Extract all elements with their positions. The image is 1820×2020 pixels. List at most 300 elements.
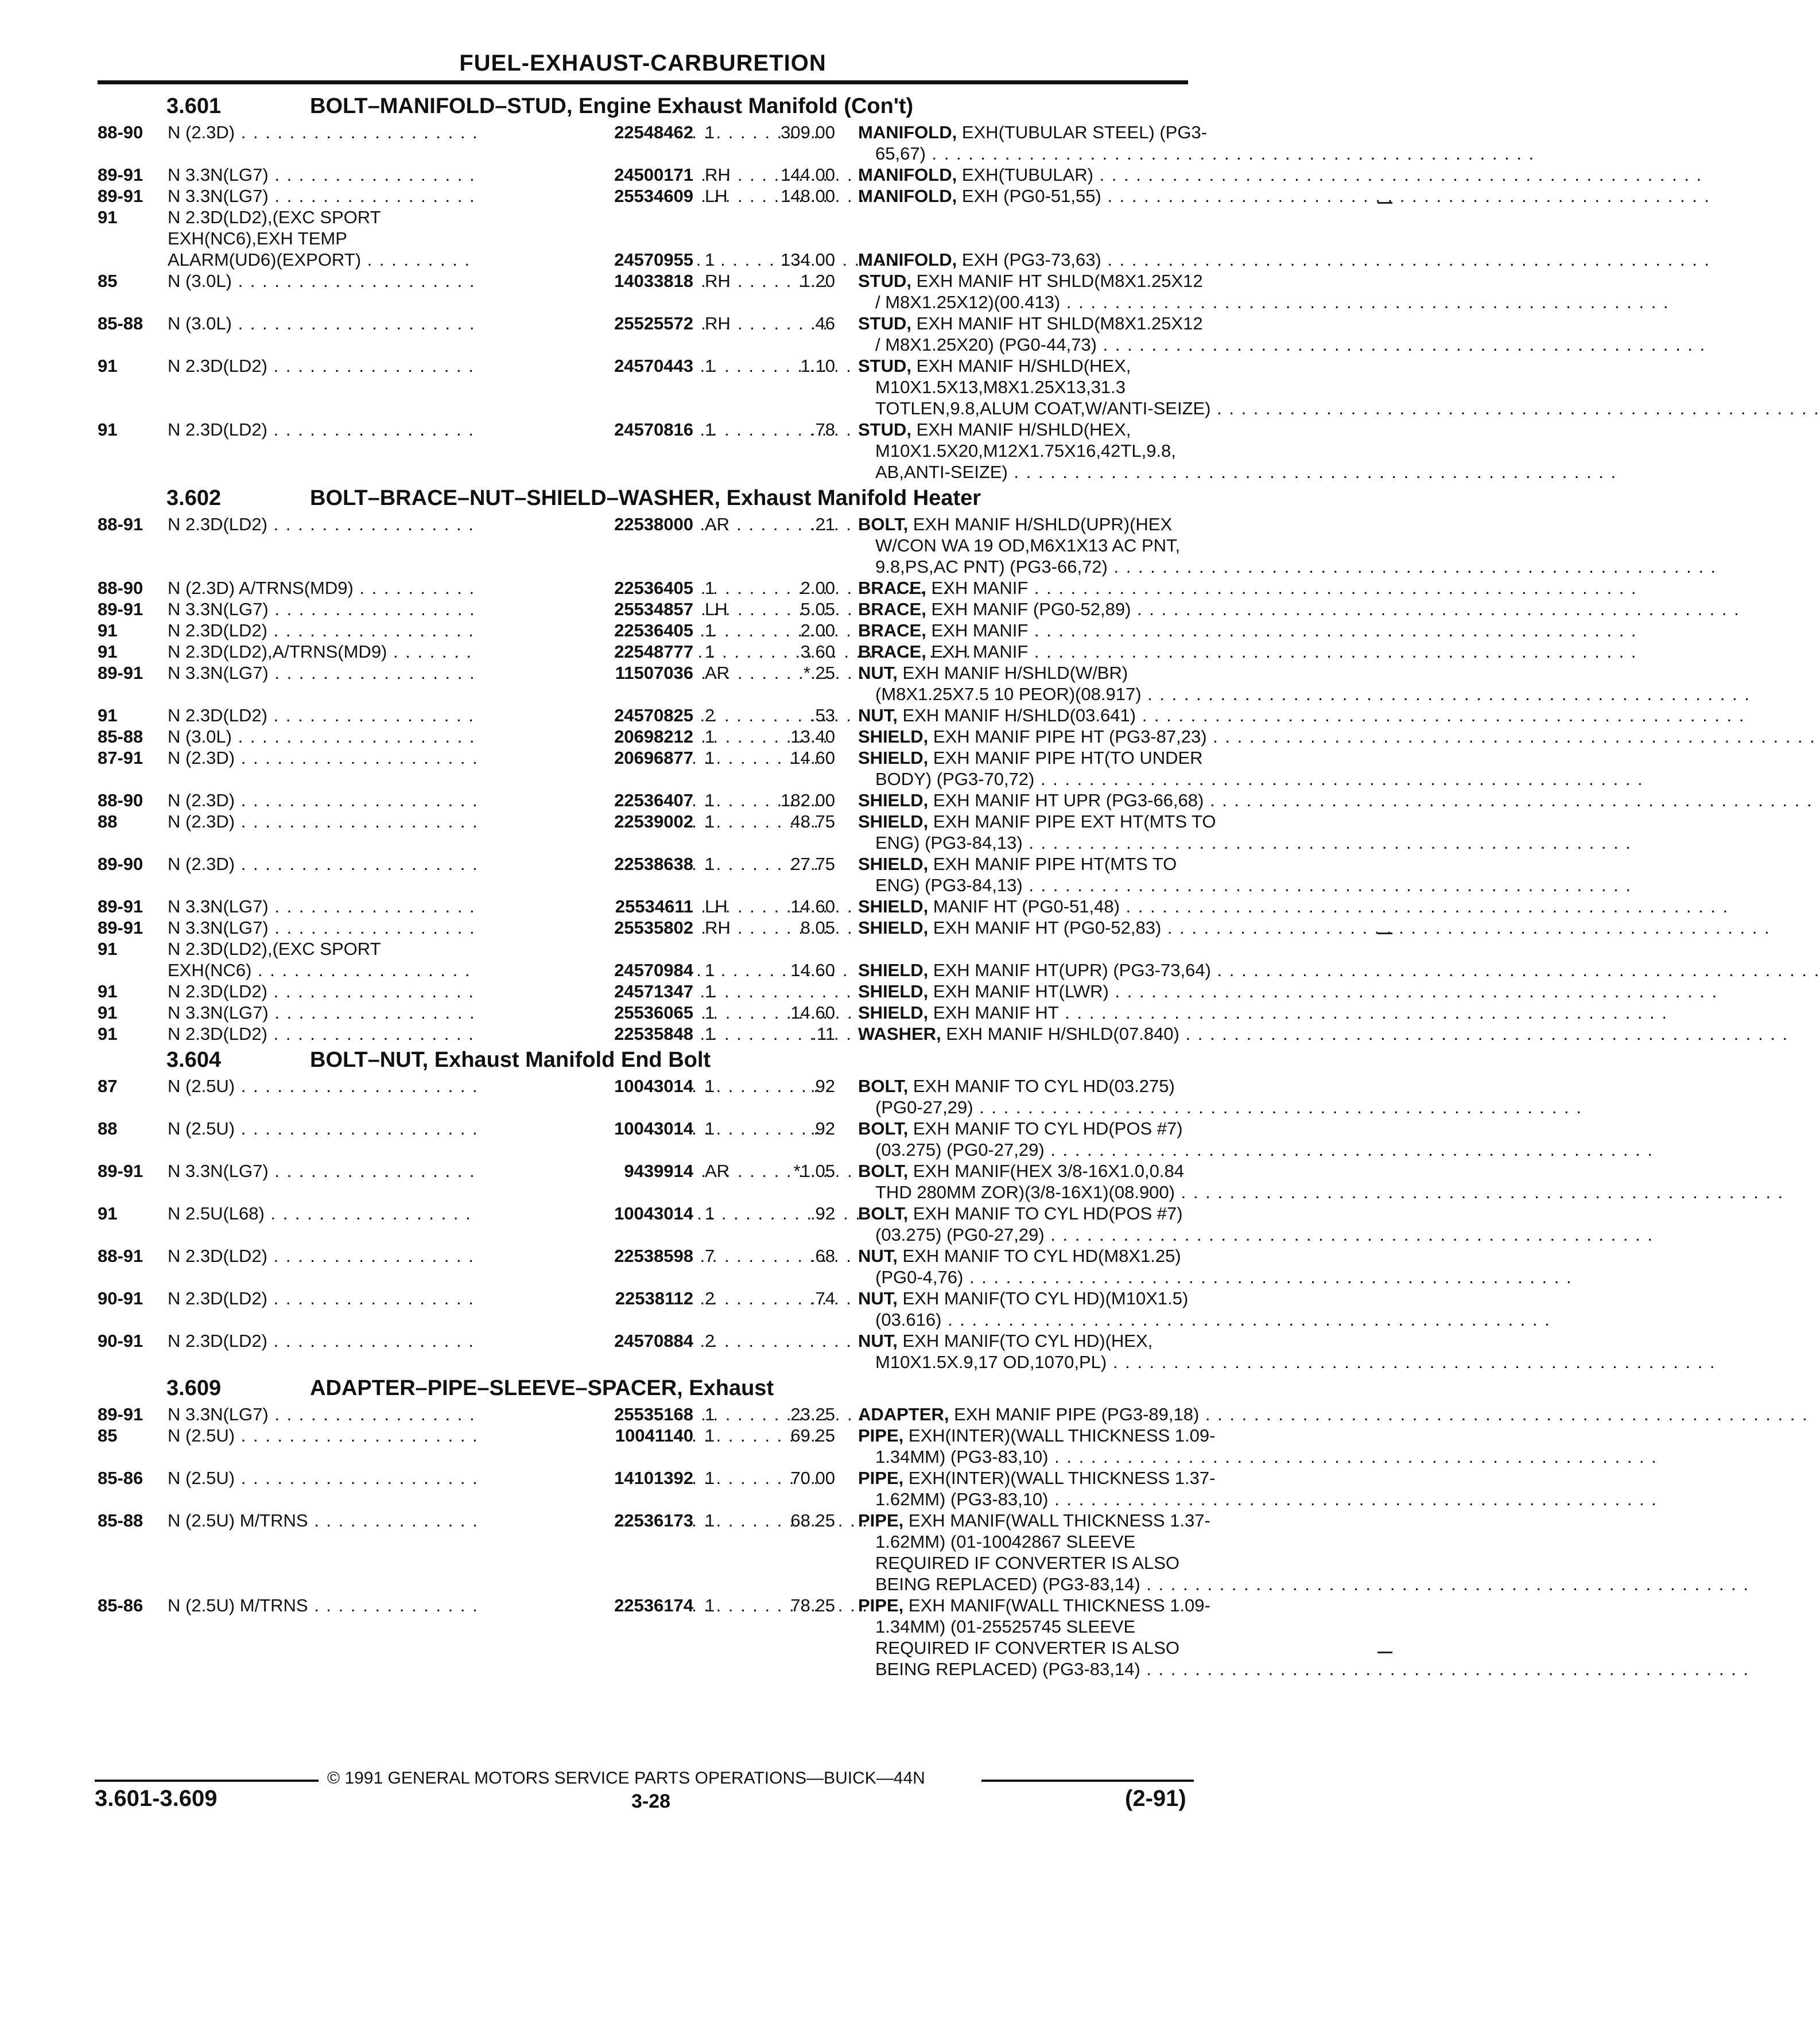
entry-line bbox=[98, 790, 1204, 811]
part-entry bbox=[98, 1288, 1188, 1330]
quantity: 1 bbox=[705, 727, 715, 747]
price: 1.10 bbox=[800, 356, 835, 376]
description bbox=[875, 440, 1179, 461]
description-text: M10X1.5X20,M12X1.75X16,42TL,9.8, bbox=[875, 441, 1176, 461]
part-number: 22538598 bbox=[476, 1245, 693, 1267]
quantity: 1 bbox=[705, 854, 715, 874]
description bbox=[875, 143, 1179, 164]
price: .21 bbox=[810, 514, 835, 534]
price: .92 bbox=[810, 1118, 835, 1139]
description-text: EXH MANIF PIPE HT(TO UNDER bbox=[933, 748, 1203, 768]
application: N (2.5U) M/TRNS . . . bbox=[168, 1595, 581, 1616]
description-text: ENG) (PG3-84,13) bbox=[875, 833, 1023, 853]
part-entry bbox=[98, 1075, 1188, 1118]
model-years: 88-91 bbox=[98, 1246, 143, 1266]
description bbox=[875, 334, 1179, 355]
part-name: BRACE, bbox=[858, 620, 926, 640]
description-text: M10X1.5X.9,17 OD,1070,PL) bbox=[875, 1352, 1107, 1372]
application: N (3.0L) . . . bbox=[168, 726, 581, 747]
part-number: 25534611 bbox=[476, 896, 693, 917]
part-name: NUT, bbox=[858, 1331, 898, 1351]
application: N (2.3D) . . . bbox=[168, 811, 581, 832]
margin-mark bbox=[1377, 933, 1392, 934]
entry-line bbox=[98, 292, 1188, 313]
section-number: 3.601 bbox=[166, 94, 222, 118]
entry-line bbox=[98, 1139, 1188, 1160]
model-years: 88 bbox=[98, 1118, 118, 1139]
quantity: 1 bbox=[705, 1024, 715, 1044]
entry-line bbox=[98, 620, 1188, 641]
quantity: 1 bbox=[705, 1468, 715, 1488]
part-entry bbox=[98, 1425, 1216, 1467]
model-years: 91 bbox=[98, 620, 118, 640]
description bbox=[875, 1267, 1179, 1288]
model-years: 89-91 bbox=[98, 165, 143, 185]
description bbox=[875, 1309, 1179, 1330]
description bbox=[858, 790, 1204, 811]
description bbox=[875, 398, 1211, 419]
price: .92 bbox=[810, 1203, 835, 1223]
price: .11 bbox=[812, 1024, 835, 1044]
section-heading bbox=[98, 483, 1188, 514]
entry-line bbox=[98, 313, 1203, 334]
entry-line bbox=[98, 1574, 1188, 1595]
margin-mark bbox=[1377, 202, 1392, 204]
part-entry bbox=[98, 747, 1203, 790]
quantity: 1 bbox=[705, 811, 715, 832]
model-years: 89-91 bbox=[98, 599, 143, 619]
part-number: 22539002 bbox=[476, 811, 693, 832]
entry-line bbox=[98, 1637, 1188, 1658]
application: N (2.5U) . . . bbox=[168, 1425, 581, 1446]
entry-line bbox=[98, 419, 1188, 440]
entry-line bbox=[98, 461, 1188, 483]
section-range: 3.601-3.609 bbox=[95, 1786, 218, 1811]
entry-line bbox=[98, 1531, 1188, 1552]
part-entry bbox=[98, 313, 1203, 355]
entry-line bbox=[98, 1118, 1188, 1139]
model-years: 89-91 bbox=[98, 186, 143, 206]
entry-line bbox=[98, 1224, 1188, 1245]
part-entry bbox=[98, 355, 1211, 419]
section-number: 3.609 bbox=[166, 1376, 222, 1400]
description-text: MANIF HT (PG0-51,48) bbox=[933, 896, 1120, 916]
description-text: (03.275) (PG0-27,29) bbox=[875, 1225, 1045, 1245]
part-entry bbox=[98, 164, 1188, 185]
part-entry bbox=[98, 599, 1188, 620]
entry-line bbox=[98, 355, 1188, 376]
entry-line bbox=[98, 768, 1188, 790]
part-number: 25535168 bbox=[476, 1404, 693, 1425]
description-text: AB,ANTI-SEIZE) bbox=[875, 462, 1008, 482]
description bbox=[858, 164, 1179, 185]
description-text: EXH MANIF HT(LWR) bbox=[933, 981, 1109, 1001]
model-years: 89-91 bbox=[98, 918, 143, 938]
application: EXH(NC6),EXH TEMP bbox=[168, 228, 347, 248]
description-text: EXH MANIF HT SHLD(M8X1.25X12 bbox=[916, 271, 1203, 291]
application: N (2.3D) . . . bbox=[168, 790, 581, 811]
model-years: 91 bbox=[98, 642, 118, 662]
price: 148.00 bbox=[781, 186, 835, 206]
part-entry bbox=[98, 641, 1188, 662]
entry-line bbox=[98, 599, 1188, 620]
model-years: 85 bbox=[98, 271, 118, 291]
model-years: 90-91 bbox=[98, 1288, 143, 1308]
part-number: 25534609 bbox=[476, 185, 693, 207]
description bbox=[858, 981, 1179, 1002]
entry-line bbox=[98, 811, 1216, 832]
part-name: BOLT, bbox=[858, 514, 909, 534]
entry-line bbox=[98, 1351, 1188, 1373]
part-entry bbox=[98, 1245, 1188, 1288]
part-number: 24570984 bbox=[476, 960, 693, 981]
part-entry bbox=[98, 185, 1188, 207]
description bbox=[858, 1160, 1184, 1182]
entry-line bbox=[98, 514, 1188, 535]
part-entry bbox=[98, 917, 1188, 938]
description bbox=[875, 1351, 1179, 1373]
entry-line bbox=[98, 683, 1188, 705]
model-years: 88-90 bbox=[98, 578, 143, 598]
part-name: STUD, bbox=[858, 419, 911, 440]
entry-line bbox=[98, 832, 1188, 853]
part-entry bbox=[98, 662, 1188, 705]
part-name: BRACE, bbox=[858, 578, 926, 598]
part-number: 22536173 bbox=[476, 1510, 693, 1531]
part-number: 22538000 bbox=[476, 514, 693, 535]
part-name: SHIELD, bbox=[858, 918, 929, 938]
entry-line bbox=[98, 376, 1188, 398]
margin-mark bbox=[1377, 1652, 1392, 1653]
description bbox=[875, 683, 1179, 705]
entry-line bbox=[98, 1288, 1188, 1309]
entry-line bbox=[98, 662, 1188, 683]
entry-line bbox=[98, 1616, 1188, 1637]
part-number: 24570816 bbox=[476, 419, 693, 440]
model-years: 89-91 bbox=[98, 1404, 143, 1424]
entry-line bbox=[98, 896, 1188, 917]
description-text: EXH MANIF PIPE (PG3-89,18) bbox=[954, 1404, 1200, 1424]
price: 69.25 bbox=[790, 1425, 835, 1446]
description-text: (PG0-27,29) bbox=[875, 1097, 973, 1117]
price: 14.60 bbox=[790, 960, 835, 980]
part-name: NUT, bbox=[858, 1288, 898, 1308]
part-number: 22536174 bbox=[476, 1595, 693, 1616]
quantity: 1 bbox=[705, 1425, 715, 1446]
application: N 3.3N(LG7) . . . bbox=[168, 599, 581, 620]
footer-rule-right bbox=[981, 1780, 1194, 1782]
model-years: 85-88 bbox=[98, 1510, 143, 1530]
part-entry bbox=[98, 726, 1207, 747]
description bbox=[858, 419, 1179, 440]
application: N 3.3N(LG7) . . . bbox=[168, 896, 581, 917]
model-years: 91 bbox=[98, 356, 118, 376]
description-text: EXH MANIF(WALL THICKNESS 1.37- bbox=[908, 1510, 1210, 1530]
model-years: 91 bbox=[98, 705, 118, 725]
part-number: 22548777 bbox=[476, 641, 693, 662]
description bbox=[858, 514, 1179, 535]
part-name: SHIELD, bbox=[858, 727, 929, 747]
application: N 2.3D(LD2) . . . bbox=[168, 1245, 581, 1267]
entry-line bbox=[98, 1425, 1216, 1446]
description bbox=[858, 1023, 1179, 1044]
description bbox=[875, 535, 1179, 556]
description bbox=[858, 896, 1179, 917]
description bbox=[858, 1118, 1183, 1139]
description bbox=[858, 705, 1179, 726]
part-entry bbox=[98, 1118, 1188, 1160]
part-number: 25536065 bbox=[476, 1002, 693, 1023]
part-number: 14101392 bbox=[476, 1467, 693, 1489]
entry-line bbox=[98, 1002, 1188, 1023]
entry-line bbox=[98, 705, 1188, 726]
description bbox=[858, 270, 1203, 292]
description bbox=[875, 1446, 1179, 1467]
part-name: PIPE, bbox=[858, 1595, 904, 1615]
description bbox=[858, 1075, 1179, 1097]
part-number: 22536405 bbox=[476, 577, 693, 599]
part-number: 11507036 bbox=[476, 662, 693, 683]
description bbox=[858, 249, 1179, 270]
part-name: BOLT, bbox=[858, 1161, 909, 1181]
description bbox=[858, 747, 1203, 768]
description-text: EXH MANIF TO CYL HD(POS #7) bbox=[913, 1203, 1183, 1223]
description-text: EXH (PG3-73,63) bbox=[961, 250, 1101, 270]
entry-line bbox=[98, 1267, 1188, 1288]
application: N (2.5U) M/TRNS . . . bbox=[168, 1510, 581, 1531]
entry-line bbox=[98, 875, 1188, 896]
part-name: SHIELD, bbox=[858, 981, 929, 1001]
description bbox=[875, 1531, 1179, 1552]
description bbox=[858, 641, 1179, 662]
description-text: EXH MANIF(TO CYL HD)(HEX, bbox=[902, 1331, 1153, 1351]
description-text: EXH MANIF H/SHLD(03.641) bbox=[902, 705, 1136, 725]
description-text: (03.275) (PG0-27,29) bbox=[875, 1140, 1045, 1160]
price: 134.00 bbox=[781, 250, 835, 270]
part-entry bbox=[98, 1330, 1188, 1373]
description-text: 1.62MM) (01-10042867 SLEEVE bbox=[875, 1532, 1136, 1552]
part-entry bbox=[98, 705, 1188, 726]
model-years: 89-91 bbox=[98, 663, 143, 683]
description-text: EXH (PG0-51,55) bbox=[961, 186, 1101, 206]
quantity: 1 bbox=[705, 642, 715, 662]
part-name: SHIELD, bbox=[858, 1003, 929, 1023]
part-entry bbox=[98, 620, 1188, 641]
part-number: 24500171 bbox=[476, 164, 693, 185]
description-text: EXH MANIF TO CYL HD(POS #7) bbox=[913, 1118, 1183, 1139]
part-name: SHIELD, bbox=[858, 854, 929, 874]
model-years: 91 bbox=[98, 1024, 118, 1044]
price: .78 bbox=[810, 419, 835, 440]
part-name: BRACE, bbox=[858, 642, 926, 662]
part-name: BOLT, bbox=[858, 1118, 909, 1139]
application: N 2.3D(LD2),A/TRNS(MD9) . . . bbox=[168, 641, 581, 662]
part-name: MANIFOLD, bbox=[858, 165, 957, 185]
quantity: 1 bbox=[705, 122, 715, 142]
part-name: SHIELD, bbox=[858, 896, 929, 916]
model-years: 91 bbox=[98, 1003, 118, 1023]
description bbox=[875, 1489, 1179, 1510]
price: 23.25 bbox=[790, 1404, 835, 1424]
entry-line bbox=[98, 185, 1188, 207]
quantity: 1 bbox=[705, 1003, 715, 1023]
description bbox=[875, 292, 1179, 313]
entry-line bbox=[98, 1595, 1210, 1616]
quantity: 1 bbox=[705, 981, 715, 1001]
model-years: 88-91 bbox=[98, 514, 143, 534]
description bbox=[858, 185, 1179, 207]
quantity: 1 bbox=[705, 356, 715, 376]
price: 14.60 bbox=[790, 1003, 835, 1023]
price: 14.60 bbox=[790, 748, 835, 768]
description bbox=[858, 620, 1179, 641]
price: .53 bbox=[810, 705, 835, 725]
model-years: 89-91 bbox=[98, 896, 143, 916]
part-name: PIPE, bbox=[858, 1425, 904, 1446]
entry-line bbox=[98, 143, 1188, 164]
entry-line bbox=[98, 1330, 1188, 1351]
application: N (2.5U) . . . bbox=[168, 1467, 581, 1489]
entry-line bbox=[98, 1489, 1188, 1510]
price: .92 bbox=[810, 1076, 835, 1096]
quantity: 1 bbox=[705, 620, 715, 640]
application: N 2.3D(LD2),(EXC SPORT bbox=[168, 207, 381, 227]
part-entry bbox=[98, 122, 1208, 164]
price: .68 bbox=[810, 1246, 835, 1266]
application: N 2.3D(LD2) . . . bbox=[168, 514, 581, 535]
model-years: 91 bbox=[98, 1203, 118, 1223]
quantity: LH bbox=[705, 599, 728, 619]
description-text: EXH MANIF bbox=[931, 620, 1029, 640]
model-years: 88 bbox=[98, 811, 118, 832]
description-text: 65,67) bbox=[875, 143, 926, 164]
description-text: EXH MANIF(TO CYL HD)(M10X1.5) bbox=[902, 1288, 1189, 1308]
description bbox=[858, 1002, 1179, 1023]
part-entry bbox=[98, 1467, 1216, 1510]
entry-line bbox=[98, 853, 1188, 875]
application: N 2.3D(LD2) . . . bbox=[168, 1330, 581, 1351]
section-heading bbox=[98, 1373, 1188, 1404]
description-text: EXH(INTER)(WALL THICKNESS 1.37- bbox=[908, 1468, 1216, 1488]
part-number: 10043014 bbox=[476, 1203, 693, 1224]
entry-line bbox=[98, 938, 1188, 960]
part-number: 22538112 bbox=[476, 1288, 693, 1309]
application: N 3.3N(LG7) . . . bbox=[168, 662, 581, 683]
model-years: 87 bbox=[98, 1076, 118, 1096]
description bbox=[858, 313, 1203, 334]
part-number: 22536405 bbox=[476, 620, 693, 641]
description bbox=[875, 1224, 1179, 1245]
entry-line bbox=[98, 960, 1211, 981]
part-number: 10043014 bbox=[476, 1075, 693, 1097]
description-text: TOTLEN,9.8,ALUM COAT,W/ANTI-SEIZE) bbox=[875, 398, 1211, 418]
part-number: 22538638 bbox=[476, 853, 693, 875]
part-name: SHIELD, bbox=[858, 811, 929, 832]
part-entry bbox=[98, 811, 1216, 853]
application: N (3.0L) . . . bbox=[168, 313, 581, 334]
description-text: EXH MANIF TO CYL HD(M8X1.25) bbox=[902, 1246, 1181, 1266]
price: .46 bbox=[810, 313, 835, 333]
quantity: 1 bbox=[705, 1595, 715, 1615]
quantity: 1 bbox=[705, 748, 715, 768]
description-text: EXH(TUBULAR) bbox=[961, 165, 1093, 185]
part-name: BRACE, bbox=[858, 599, 926, 619]
price: 48.75 bbox=[790, 811, 835, 832]
quantity: 2 bbox=[705, 1331, 715, 1351]
entry-line bbox=[98, 1203, 1188, 1224]
part-entry bbox=[98, 1203, 1188, 1245]
application: N 2.3D(LD2),(EXC SPORT bbox=[168, 939, 381, 959]
price: 182.00 bbox=[781, 790, 835, 810]
quantity: AR bbox=[705, 663, 730, 683]
application: N (2.5U) . . . bbox=[168, 1118, 581, 1139]
page-header: FUEL-EXHAUST-CARBURETION bbox=[459, 50, 826, 76]
description-text: EXH MANIF PIPE HT (PG3-87,23) bbox=[933, 727, 1207, 747]
entry-line bbox=[98, 228, 1188, 249]
description-text: EXH MANIF bbox=[931, 578, 1029, 598]
part-entry bbox=[98, 207, 1188, 270]
entry-line bbox=[98, 249, 1188, 270]
part-name: PIPE, bbox=[858, 1510, 904, 1530]
part-number: 20698212 bbox=[476, 726, 693, 747]
quantity: 1 bbox=[705, 1510, 715, 1530]
application: N (2.3D) . . . bbox=[168, 747, 581, 768]
description bbox=[875, 768, 1179, 790]
model-years: 85 bbox=[98, 1425, 118, 1446]
part-number: 24571347 bbox=[476, 981, 693, 1002]
section-number: 3.602 bbox=[166, 486, 222, 510]
description-text: EXH(TUBULAR STEEL) (PG3- bbox=[961, 122, 1208, 142]
description-text: EXH MANIF HT (PG0-52,83) bbox=[933, 918, 1162, 938]
part-name: MANIFOLD, bbox=[858, 250, 957, 270]
section-title: BOLT–NUT, Exhaust Manifold End Bolt bbox=[310, 1048, 711, 1072]
quantity: 1 bbox=[705, 578, 715, 598]
part-entry bbox=[98, 1023, 1188, 1044]
entry-line bbox=[98, 1309, 1188, 1330]
part-number: 10041140 bbox=[476, 1425, 693, 1446]
part-number: 24570884 bbox=[476, 1330, 693, 1351]
description bbox=[875, 376, 1179, 398]
part-name: PIPE, bbox=[858, 1468, 904, 1488]
entry-line bbox=[98, 1075, 1188, 1097]
description-text: EXH MANIF H/SHLD(HEX, bbox=[916, 419, 1131, 440]
application: N (2.3D) . . . bbox=[168, 122, 581, 143]
application: N 3.3N(LG7) . . . bbox=[168, 1160, 581, 1182]
model-years: 89-91 bbox=[98, 1161, 143, 1181]
part-name: STUD, bbox=[858, 356, 911, 376]
description-text: / M8X1.25X20) (PG0-44,73) bbox=[875, 335, 1097, 355]
description bbox=[875, 1616, 1179, 1637]
application: N 3.3N(LG7) . . . bbox=[168, 1404, 581, 1425]
part-entry bbox=[98, 790, 1204, 811]
footer-rule-left bbox=[95, 1780, 319, 1782]
description-text: EXH MANIF (PG0-52,89) bbox=[931, 599, 1131, 619]
description bbox=[858, 122, 1208, 143]
application: N (3.0L) . . . bbox=[168, 270, 581, 292]
part-number: 24570825 bbox=[476, 705, 693, 726]
section-title: BOLT–MANIFOLD–STUD, Engine Exhaust Manifold (Con't) bbox=[310, 94, 914, 118]
part-entry bbox=[98, 1510, 1210, 1595]
application: N (2.3D) A/TRNS(MD9) . . . bbox=[168, 577, 581, 599]
price: *1.05 bbox=[793, 1161, 835, 1181]
application: N 3.3N(LG7) . . . bbox=[168, 164, 581, 185]
description-text: EXH(INTER)(WALL THICKNESS 1.09- bbox=[908, 1425, 1216, 1446]
part-name: NUT, bbox=[858, 705, 898, 725]
price: 70.00 bbox=[790, 1468, 835, 1488]
price: *.25 bbox=[803, 663, 835, 683]
description bbox=[858, 599, 1179, 620]
description bbox=[858, 726, 1207, 747]
